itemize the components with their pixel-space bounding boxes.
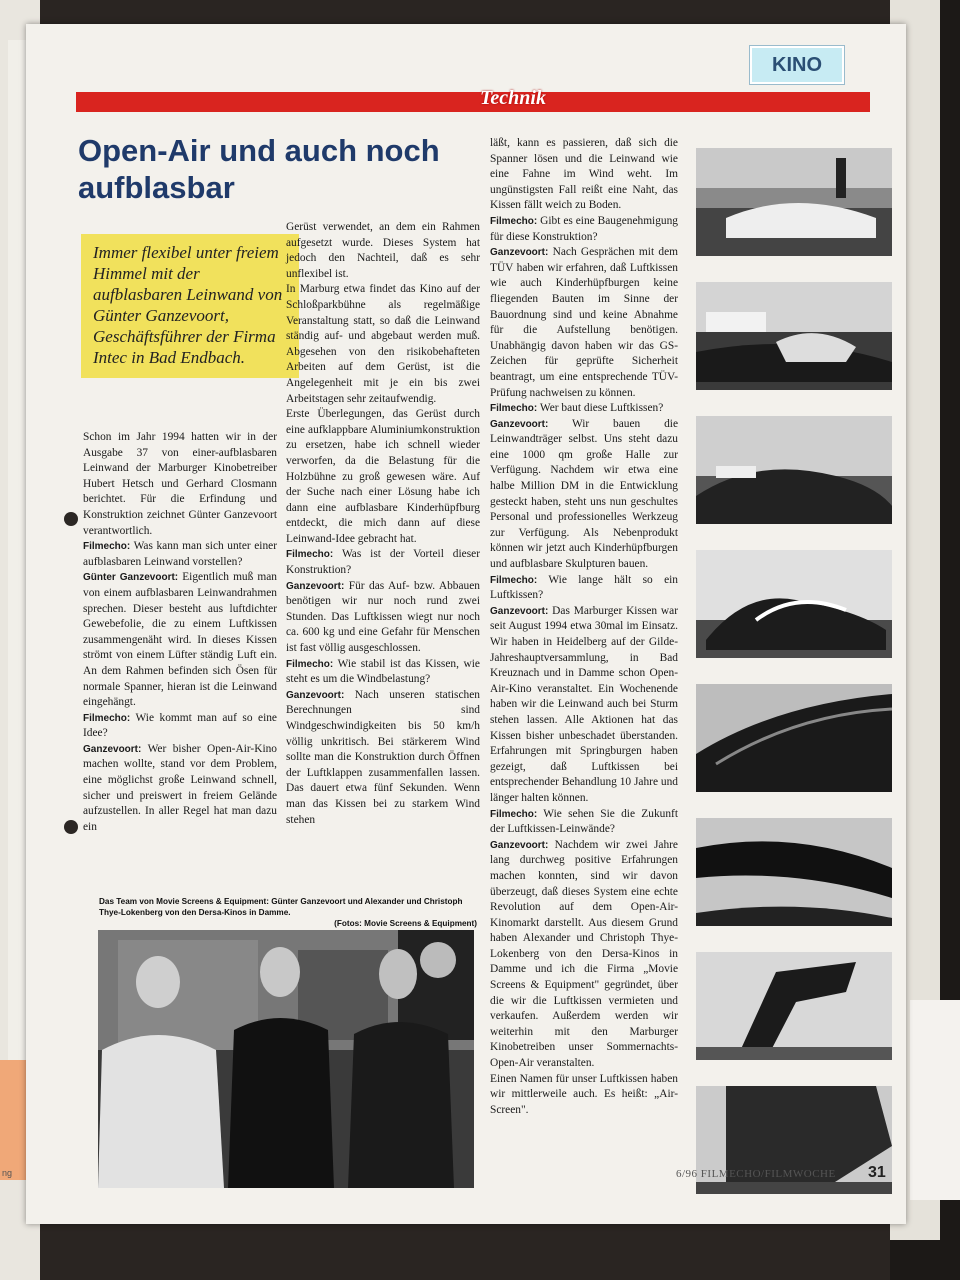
- rubric-bar: [76, 87, 870, 112]
- photo-credit: (Fotos: Movie Screens & Equipment): [334, 919, 477, 928]
- paragraph-text: Nach Gesprächen mit dem TÜV haben wir erfahren, daß Luftkissen wie auch Kinderhüpfburgen keine fliegenden Bauten im Sinne der Bauordnung sind und keine Abnahme für die Aufstellung benötigen. Unabhängig davon haben wir das GS-Zeichen für geprüfte Sicherheit beantragt, um eine entsprechende TÜV-Prüfung nachweisen zu können.: [490, 246, 678, 399]
- speaker-label: Ganzevoort:: [490, 247, 549, 259]
- paragraph: [286, 688, 480, 828]
- speaker-label: Ganzevoort:: [490, 418, 549, 430]
- speaker-label: Filmecho:: [286, 658, 334, 670]
- paragraph-text: Was ist der Vorteil dieser Konstruktion?: [286, 548, 480, 577]
- speaker-label: Filmecho:: [490, 574, 538, 586]
- speaker-label: Filmecho:: [490, 215, 538, 227]
- white-card: [910, 1000, 960, 1200]
- intro-box: Immer flexibel unter freiem Himmel mit der aufblasbaren Leinwand von Günter Ganzevoort, Geschäftsführer der Firma Intec in Bad Endbach.: [81, 234, 299, 378]
- paragraph: [286, 282, 480, 407]
- photo-3: [696, 416, 892, 524]
- paragraph-text: Nachdem wir zwei Jahre lang durchweg positive Erfahrungen machen konnten, sind wir davon überzeugt, daß dieses System eine echte Revolution auf dem Open-Air-Kinomarkt darstellt. Aus diesem Grund haben Alexander und Christoph Thye-Lokenberg von den Dersa-Kinos in Damme und ich die Firma „Movie Screens & Equipment" gegründet, über die wir die Luftkissen vermieten und verkaufen. Außerdem werden wir weiterhin mit den Marburger Kinobetreiben unser Sommernachts-Open-Air veranstalten.: [490, 838, 678, 1070]
- speaker-label: Ganzevoort:: [286, 689, 345, 701]
- speaker-label: Filmecho:: [490, 808, 538, 820]
- paragraph-text: Wie stabil ist das Kissen, wie steht es um die Windbelastung?: [286, 657, 480, 686]
- photo-caption: [99, 896, 477, 929]
- paragraph-text: Wie kommt man auf so eine Idee?: [83, 711, 277, 740]
- photo-1: [696, 148, 892, 256]
- paragraph: [490, 838, 678, 1072]
- paragraph-text: Wie lange hält so ein Luftkissen?: [490, 573, 678, 602]
- section-tab: KINO: [750, 46, 844, 84]
- page-number: 31: [868, 1164, 886, 1181]
- paragraph: [286, 579, 480, 657]
- speaker-label: Ganzevoort:: [490, 605, 549, 617]
- paragraph-text: Wir bauen die Leinwandträger selbst. Uns steht dazu eine 1000 qm große Halle zur Verfügung. Nachdem wir etwa eine halbe Million DM in die Entwicklung gesteckt haben, steht uns nun geschultes Personal und professionelles Werkzeug zur Verfügung. Als Nebenprodukt können wir jetzt auch Kinderhüpfburgen und aufblasbare Skulpturen bauen.: [490, 417, 678, 571]
- orange-tab: [0, 1060, 26, 1180]
- paragraph-text: Wer bisher Open-Air-Kino machen wollte, stand vor dem Problem, eine möglichst große Leinwand schnell, sicher und preiswert in freiem Gelände aufzustellen. In aller Regel hat man dazu ein: [83, 742, 277, 833]
- speaker-label: Filmecho:: [286, 549, 334, 561]
- paragraph: [490, 807, 678, 838]
- paragraph-text: Gibt es eine Baugenehmigung für diese Konstruktion?: [490, 214, 678, 243]
- paragraph-text: Einen Namen für unser Luftkissen haben wir mittlerweile auch. Es heißt: „Air-Screen".: [490, 1072, 678, 1116]
- speaker-label: Ganzevoort:: [286, 580, 345, 592]
- punch-hole: [64, 820, 78, 834]
- text-column-1: [83, 430, 277, 920]
- paragraph-text: Schon im Jahr 1994 hatten wir in der Ausgabe 37 von einer-aufblasbaren Leinwand der Marburger Kinobetreiber Hubert Hetsch und Gerhard Closmann berichtet. Für die Erfindung und Konstruktion zeichnet Günter Ganzevoort verantwortlich.: [83, 431, 277, 537]
- punch-hole: [64, 512, 78, 526]
- photo-6: [696, 818, 892, 926]
- paragraph: [83, 539, 277, 570]
- paragraph: [83, 570, 277, 710]
- paragraph-text: Wie sehen Sie die Zukunft der Luftkissen-Leinwände?: [490, 807, 678, 836]
- paragraph: [490, 136, 678, 214]
- paragraph-text: Das Marburger Kissen war seit August 1994 etwa 30mal im Einsatz. Wir haben in Heidelberg auf der Gilde-Jahreshauptversammlung, in Bad Kreuznach und in Damme schon Open-Air-Kino veranstaltet. Ein Wochenende haben wir die Leinwand auch bei Sturm stehen lassen. Alle Aktionen hat das Kissen bisher unbeschadet überstanden. Erfahrungen mit Springburgen haben gezeigt, daß Luftkissen bei entsprechender Behandlung 10 Jahre und länger halten können.: [490, 604, 678, 804]
- paragraph: [286, 657, 480, 688]
- paragraph-text: Erste Überlegungen, das Gerüst durch eine aufklappbare Aluminiumkonstruktion zu ersetzen, habe ich schnell wieder verworfen, da die Belastung für die Holzbühne zu groß gewesen wäre. Auf der Suche nach einer Lösung habe ich dann eine aufblasbare Kinderhüpfburg entdeckt, die mich dann auf diese Leinwand-Idee gebracht hat.: [286, 408, 480, 545]
- paragraph: [83, 430, 277, 539]
- speaker-label: Filmecho:: [490, 403, 538, 415]
- paragraph-text: Nach unseren statischen Berechnungen sind Windgeschwindigkeiten bis 50 km/h völlig unkritisch. Bei stärkerem Wind sollte man die Konstruktion durch Öffnen der Luftklappen zusammenfallen lassen. Das dauert etwa fünf Sekunden. Wenn man das Kissen bei zu starkem Wind stehen: [286, 688, 480, 826]
- paragraph-text: läßt, kann es passieren, daß sich die Spanner lösen und die Leinwand wie eine Fahne im Wind weht. Im ungünstigsten Fall reißt eine Naht, das Kissen fällt weich zu Boden.: [490, 137, 678, 212]
- team-photo: [98, 930, 474, 1188]
- paragraph: [83, 742, 277, 836]
- paragraph: [490, 1072, 678, 1119]
- photo-4: [696, 550, 892, 658]
- margin-text: ng: [2, 1168, 13, 1178]
- paragraph: [286, 547, 480, 578]
- article-title: Open-Air und auch noch aufblasbar: [78, 133, 440, 205]
- paragraph: [490, 417, 678, 573]
- text-column-3: [490, 136, 678, 1198]
- paragraph-text: In Marburg etwa findet das Kino auf der Schloßparkbühne als regelmäßige Veranstaltung statt, so daß die Leinwand ständig auf- und abgebaut werden muß. Abgesehen von den risikobehafteten Arbeiten auf dem Gerüst, ist die Angelegenheit mit je ein bis zwei Arbeitstagen sehr zeitaufwendig.: [286, 283, 480, 405]
- speaker-label: Filmecho:: [83, 712, 131, 724]
- paragraph: [490, 573, 678, 604]
- photo-2: [696, 282, 892, 390]
- paragraph-text: Was kann man sich unter einer aufblasbaren Leinwand vorstellen?: [83, 540, 277, 568]
- issue-footer: 6/96 FILMECHO/FILMWOCHE: [676, 1168, 836, 1180]
- paragraph-text: Eigentlich muß man von einem aufblasbaren Leinwandrahmen sprechen. Dieser besteht aus luftdichter Gewebefolie, die zu einem Luftkissen zusammengenäht wird. In dieses Kissen strömt von einem Lüfter ständig Luft ein. An dem Rahmen befinden sich Ösen für normale Spanner, hieran ist die Leinwand eingehängt.: [83, 571, 277, 709]
- speaker-label: Filmecho:: [83, 541, 131, 553]
- photo-5: [696, 684, 892, 792]
- paragraph: [490, 401, 678, 417]
- photo-7: [696, 952, 892, 1060]
- paragraph: [286, 220, 480, 282]
- paragraph: [490, 245, 678, 401]
- caption-text: Das Team von Movie Screens & Equipment: Günter Ganzevoort und Alexander und Christoph Thye-Lokenberg von den Dersa-Kinos in Damme.: [99, 897, 463, 917]
- speaker-label: Ganzevoort:: [83, 743, 142, 755]
- paragraph-text: Für das Auf- bzw. Abbauen benötigen wir nur noch rund zwei Stunden. Das Luftkissen wiegt nur noch ca. 600 kg und eine Gefahr für Menschen ist fast völlig ausgeschlossen.: [286, 579, 480, 655]
- paragraph: [490, 604, 678, 807]
- photo-sequence: [696, 148, 892, 1220]
- speaker-label: Ganzevoort:: [490, 839, 549, 851]
- paragraph: [83, 711, 277, 742]
- paragraph: [286, 407, 480, 547]
- speaker-label: Günter Ganzevoort:: [83, 572, 179, 584]
- text-column-2: [286, 220, 480, 896]
- paragraph-text: Wer baut diese Luftkissen?: [537, 402, 664, 415]
- magazine-page: [26, 24, 906, 1224]
- paragraph: [490, 214, 678, 245]
- rubric-label: Technik: [480, 87, 546, 109]
- paragraph-text: Gerüst verwendet, an dem ein Rahmen aufgesetzt wurde. Dieses System hat jedoch den Nachteil, daß es sehr unflexibel ist.: [286, 221, 480, 280]
